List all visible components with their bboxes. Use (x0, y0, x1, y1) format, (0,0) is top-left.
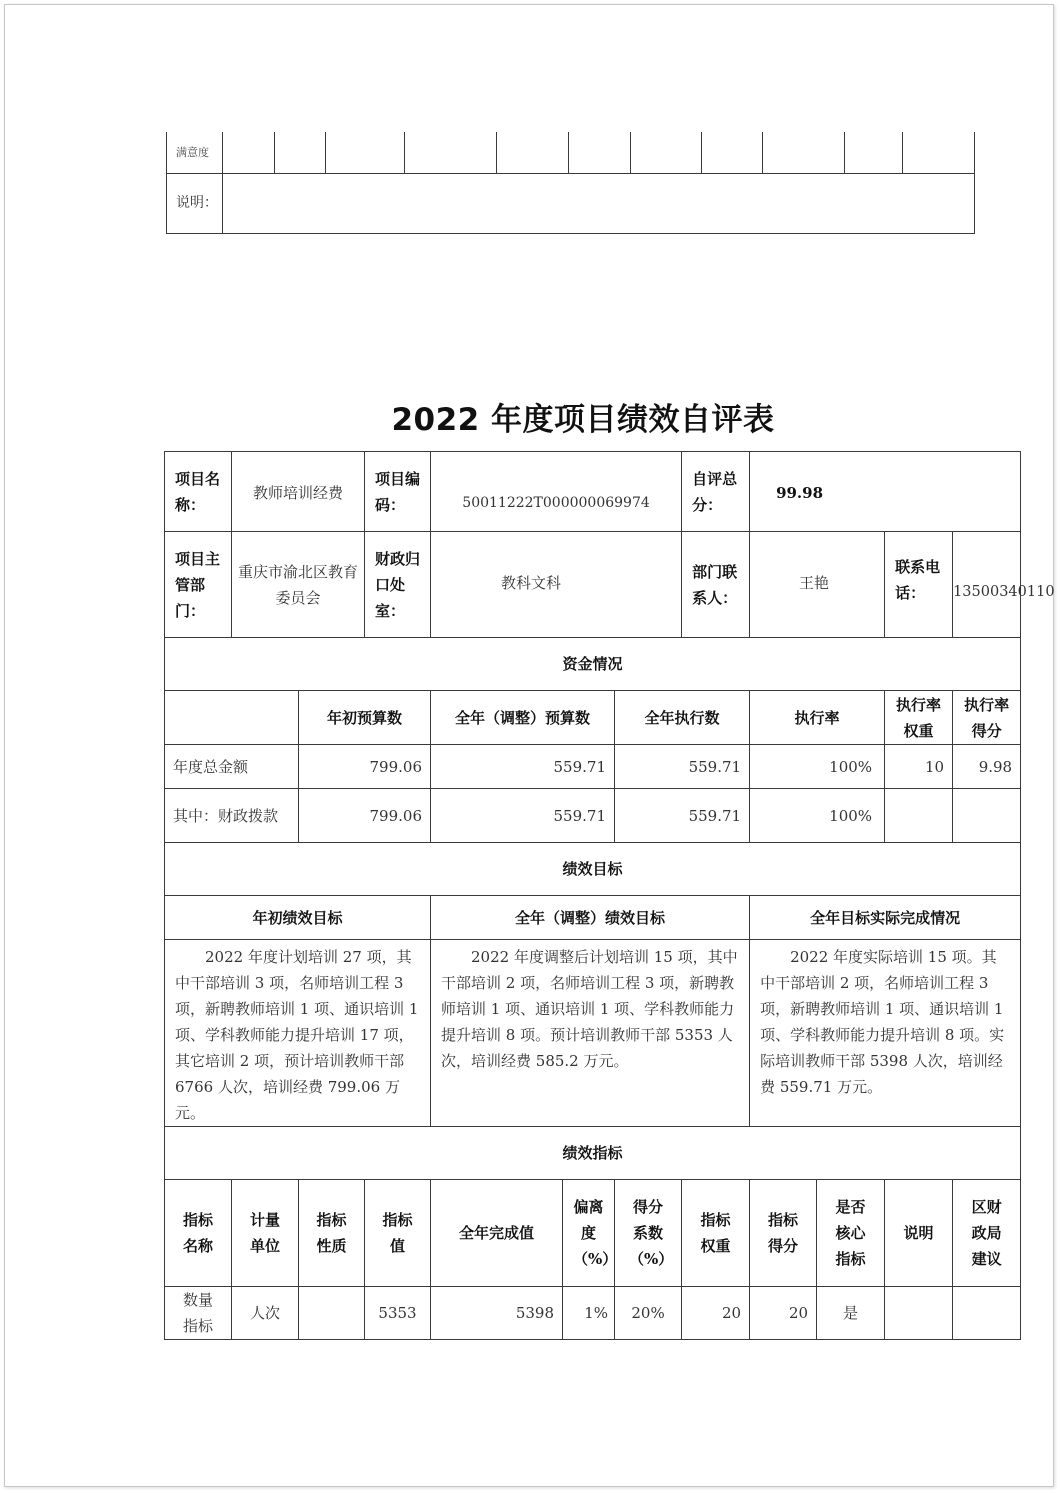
project-name-value: 教师培训经费 (232, 452, 365, 532)
finance-office-label: 财政归口处室： (365, 532, 431, 638)
phone-label: 联系电话： (885, 532, 953, 638)
explanation-label: 说明： (167, 173, 223, 233)
goals-header-actual: 全年目标实际完成情况 (750, 896, 1021, 940)
indicators-section-title: 绩效指标 (165, 1127, 1021, 1180)
goals-section-title: 绩效目标 (165, 843, 1021, 896)
ind-cell: 1% (563, 1287, 615, 1340)
self-score-value: 99.98 (750, 452, 1021, 532)
funds-cell: 799.06 (299, 745, 431, 789)
dept-label: 项目主管部门： (165, 532, 232, 638)
dept-contact-value: 王艳 (750, 532, 885, 638)
goals-actual-text: 2022 年度实际培训 15 项。其中干部培训 2 项，名师培训工程 3 项，新聘教师培训 1 项、通识培训 1 项、学科教师能力提升培训 8 项。实际培训教师干部 5398 人次，培训经费 559.71 万元。 (750, 940, 1021, 1127)
funds-cell: 9.98 (953, 745, 1021, 789)
satisfaction-label: 满意度 (167, 132, 223, 173)
ind-header: 区财政局建议 (953, 1180, 1021, 1287)
ind-cell: 20 (750, 1287, 817, 1340)
self-score-label: 自评总分： (682, 452, 750, 532)
funds-cell (953, 789, 1021, 843)
table-row (165, 1287, 1021, 1340)
funds-cell: 559.71 (615, 789, 750, 843)
goals-header-initial: 年初绩效目标 (165, 896, 431, 940)
ind-cell: 人次 (232, 1287, 299, 1340)
goals-header-adjusted: 全年（调整）绩效目标 (431, 896, 750, 940)
ind-cell: 20 (682, 1287, 750, 1340)
funds-header-blank (165, 691, 299, 745)
ind-header: 全年完成值 (431, 1180, 563, 1287)
ind-header: 指标名称 (165, 1180, 232, 1287)
funds-cell: 799.06 (299, 789, 431, 843)
ind-header: 得分系数（%） (615, 1180, 682, 1287)
ind-header: 指标得分 (750, 1180, 817, 1287)
funds-header-exec-rate: 执行率 (750, 691, 885, 745)
previous-table-fragment (166, 132, 975, 234)
explanation-content (223, 173, 975, 233)
funds-cell: 10 (885, 745, 953, 789)
funds-header-rate-weight: 执行率权重 (885, 691, 953, 745)
ind-header: 指标性质 (299, 1180, 365, 1287)
ind-header: 是否核心指标 (817, 1180, 885, 1287)
performance-self-evaluation-table (164, 451, 1055, 1340)
funds-header-rate-score: 执行率得分 (953, 691, 1021, 745)
funds-cell: 559.71 (431, 789, 615, 843)
table-row (165, 789, 1021, 843)
dept-contact-label: 部门联系人： (682, 532, 750, 638)
ind-header: 说明 (885, 1180, 953, 1287)
ind-header: 指标值 (365, 1180, 431, 1287)
finance-office-value: 教科文科 (431, 532, 682, 638)
funds-cell (885, 789, 953, 843)
ind-header: 计量单位 (232, 1180, 299, 1287)
ind-cell: 数量指标 (165, 1287, 232, 1340)
goals-adjusted-text: 2022 年度调整后计划培训 15 项，其中干部培训 2 项，名师培训工程 3 项，新聘教师培训 1 项、通识培训 1 项、学科教师能力提升培训 8 项。预计培训教师干部 5353 人次，培训经费 585.2 万元。 (431, 940, 750, 1127)
funds-cell: 100% (750, 745, 885, 789)
funds-row-label: 年度总金额 (165, 745, 299, 789)
ind-cell: 20% (615, 1287, 682, 1340)
project-code-value: 50011222T000000069974 (431, 452, 682, 532)
ind-cell: 5398 (431, 1287, 563, 1340)
funds-section-title: 资金情况 (165, 638, 1021, 691)
ind-cell: 5353 (365, 1287, 431, 1340)
funds-header-executed: 全年执行数 (615, 691, 750, 745)
goals-initial-text: 2022 年度计划培训 27 项，其中干部培训 3 项，名师培训工程 3 项，新聘教师培训 1 项、通识培训 1 项、学科教师能力提升培训 17 项，其它培训 2 项，预计培训教师干部 6766 人次，培训经费 799.06 万元。 (165, 940, 431, 1127)
ind-header: 指标权重 (682, 1180, 750, 1287)
page-title: 2022 年度项目绩效自评表 (391, 402, 775, 438)
project-name-label: 项目名称： (165, 452, 232, 532)
project-code-label: 项目编码： (365, 452, 431, 532)
ind-header: 偏离度（%） (563, 1180, 615, 1287)
funds-header-initial-budget: 年初预算数 (299, 691, 431, 745)
funds-cell: 100% (750, 789, 885, 843)
ind-cell: 是 (817, 1287, 885, 1340)
ind-cell (885, 1287, 953, 1340)
funds-cell: 559.71 (431, 745, 615, 789)
ind-cell (299, 1287, 365, 1340)
funds-cell: 559.71 (615, 745, 750, 789)
funds-header-adjusted-budget: 全年（调整）预算数 (431, 691, 615, 745)
phone-value: 13500340110 (953, 532, 1021, 638)
dept-value: 重庆市渝北区教育委员会 (232, 532, 365, 638)
table-row (165, 745, 1021, 789)
funds-row-label: 其中：财政拨款 (165, 789, 299, 843)
ind-cell (953, 1287, 1021, 1340)
